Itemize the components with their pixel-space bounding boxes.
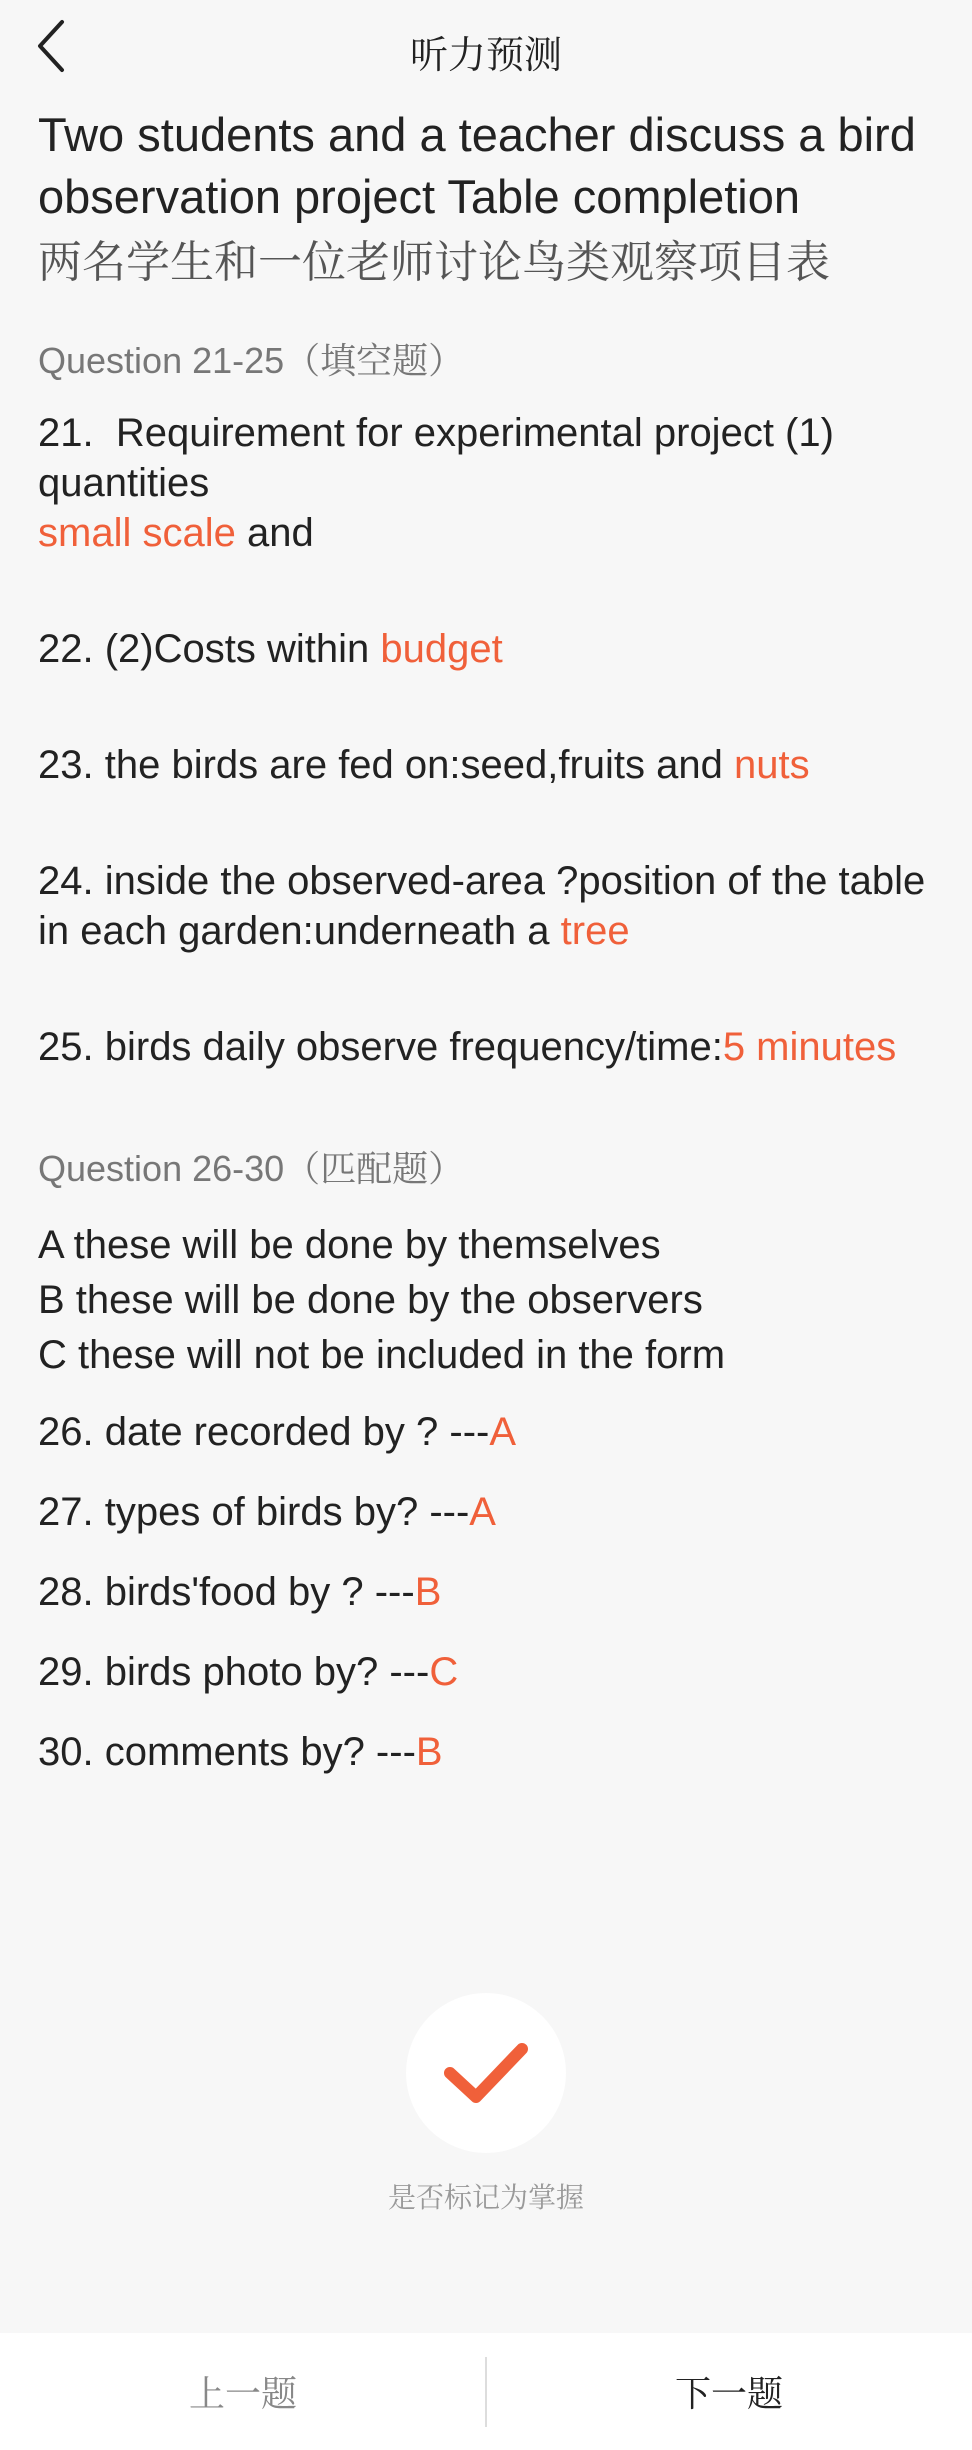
question-25 [38,1022,938,1072]
answer-text: small scale [38,511,236,555]
answer-text: nuts [734,743,810,787]
question-text: birds daily observe frequency/time: [104,1025,723,1069]
question-text: 29. birds photo by? --- [38,1650,430,1694]
answer-text: tree [560,909,630,953]
question-text: the birds are fed on:seed,fruits and [104,743,735,787]
page-title: 听力预测 [409,35,562,77]
question-21 [38,408,938,558]
question-text: 26. date recorded by ? --- [38,1410,490,1454]
checkmark-icon [406,1993,566,2153]
answer-text: B [415,1730,443,1774]
next-question-button[interactable]: 下一题 [674,2373,783,2414]
answer-text: A [489,1410,517,1454]
question-22 [38,624,938,674]
option-list [38,1218,938,1383]
question-title-zh: 两名学生和一位老师讨论鸟类观察项目表 [38,238,830,287]
mark-mastered-button[interactable] [406,1993,566,2153]
section-label-match: Question 26-30（匹配题） [38,1148,465,1189]
question-30 [38,1727,938,1777]
content [38,104,938,1777]
option-a: A these will be done by themselves [38,1223,661,1267]
option-b: B these will be done by the observers [38,1278,703,1322]
question-text: and [235,511,314,555]
answer-text: budget [380,627,503,671]
question-number: 24. [38,859,94,903]
question-text: (2)Costs within [104,627,381,671]
bottom-bar [0,2333,972,2450]
question-27 [38,1487,938,1537]
question-text: inside the observed-area ?position of the table in each garden:underneath a [38,859,926,953]
question-number: 21. [38,411,94,455]
question-number: 22. [38,627,94,671]
question-26 [38,1407,938,1457]
question-number: 25. [38,1025,94,1069]
match-questions [38,1407,938,1777]
question-24 [38,856,938,956]
question-28 [38,1567,938,1617]
question-number: 23. [38,743,94,787]
question-text: 30. comments by? --- [38,1730,416,1774]
nav-bar [0,0,972,100]
question-29 [38,1647,938,1697]
mark-mastered-label: 是否标记为掌握 [387,2182,584,2213]
answer-text: 5 minutes [722,1025,897,1069]
answer-text: A [469,1490,496,1534]
answer-text: C [429,1650,459,1694]
question-title-en: Two students and a teacher discuss a bird observation project Table completion [38,108,916,223]
question-23 [38,740,938,790]
option-c: C these will not be included in the form [38,1333,726,1377]
section-label-fill: Question 21-25（填空题） [38,340,465,381]
answer-text: B [414,1570,442,1614]
question-text: Requirement for experimental project (1) quantities [38,411,834,505]
prev-question-button[interactable]: 上一题 [188,2373,297,2414]
question-text: 28. birds'food by ? --- [38,1570,415,1614]
question-text: 27. types of birds by? --- [38,1490,470,1534]
